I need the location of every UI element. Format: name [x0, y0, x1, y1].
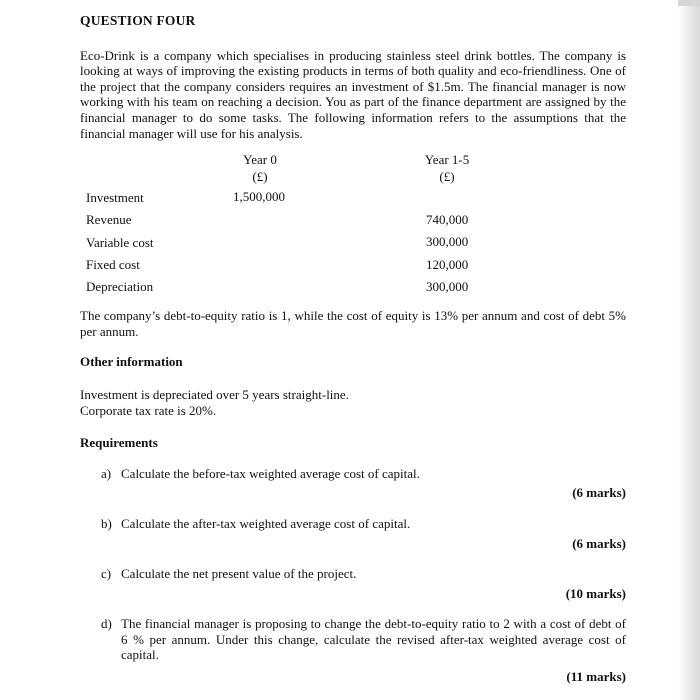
intro-paragraph: Eco-Drink is a company which specialises in producing stainless steel drink bottles. The company is looking at ways of improving the existing products in terms of both quality and eco-friendliness. One of the project that the company considers requires an investment of $1.5m. The financial manager is now working with his team on reaching a decision. You as part of the finance department are assigned by the financial manager to do some tasks. The following information refers to the assumptions that the financial manager will use for his analysis.: [80, 47, 626, 141]
depreciation-note: Investment is depreciated over 5 years straight-line.: [80, 386, 349, 402]
col-header-year1-5: Year 1-5 (£): [424, 152, 470, 185]
requirement-c: [80, 566, 626, 582]
requirement-a: [80, 466, 626, 482]
requirement-c-letter: c): [101, 566, 112, 582]
row-label-investment: Investment: [86, 190, 144, 206]
tax-rate-note: Corporate tax rate is 20%.: [80, 402, 217, 418]
row-label-revenue: Revenue: [86, 212, 132, 228]
requirement-b-marks: (6 marks): [572, 535, 626, 551]
variable-cost-year1-5-value: 300,000: [426, 234, 469, 250]
assumptions-table: [80, 151, 626, 299]
revenue-year1-5-value: 740,000: [426, 212, 469, 228]
ratio-paragraph: The company’s debt-to-equity ratio is 1, while the cost of equity is 13% per annum and cost of debt 5% per annum.: [80, 308, 626, 339]
document-page: [80, 13, 626, 685]
row-label-depreciation: Depreciation: [86, 279, 154, 295]
requirement-c-text: Calculate the net present value of the project.: [121, 566, 357, 582]
requirement-d-marks: (11 marks): [566, 669, 626, 685]
other-info-block: [80, 387, 626, 418]
col-header-year0: Year 0 (£): [243, 152, 277, 185]
depreciation-year1-5-value: 300,000: [426, 279, 469, 295]
requirement-a-marks: (6 marks): [572, 485, 626, 501]
row-label-variable-cost: Variable cost: [86, 235, 154, 251]
requirement-b-letter: b): [101, 515, 112, 531]
requirement-d-text: The financial manager is proposing to change the debt-to-equity ratio to 2 with a cost of debt of 6 % per annum. Under this change, calculate the revised after-tax weighted average cost of capital.: [121, 616, 626, 663]
requirement-d-letter: d): [101, 616, 112, 632]
requirements-heading: Requirements: [80, 435, 158, 451]
row-label-fixed-cost: Fixed cost: [86, 257, 140, 273]
requirement-a-letter: a): [101, 465, 112, 481]
requirement-d: [80, 616, 626, 663]
page-edge-shadow: [678, 0, 700, 700]
requirement-c-marks: (10 marks): [565, 585, 626, 601]
requirement-b: [80, 516, 626, 532]
requirement-a-text: Calculate the before-tax weighted average cost of capital.: [121, 465, 420, 481]
page-edge-top-shadow: [678, 0, 700, 6]
question-title: QUESTION FOUR: [80, 13, 196, 28]
investment-year0-value: 1,500,000: [233, 189, 285, 205]
requirement-b-text: Calculate the after-tax weighted average cost of capital.: [121, 515, 411, 531]
fixed-cost-year1-5-value: 120,000: [426, 257, 469, 273]
other-info-heading: Other information: [80, 354, 183, 370]
